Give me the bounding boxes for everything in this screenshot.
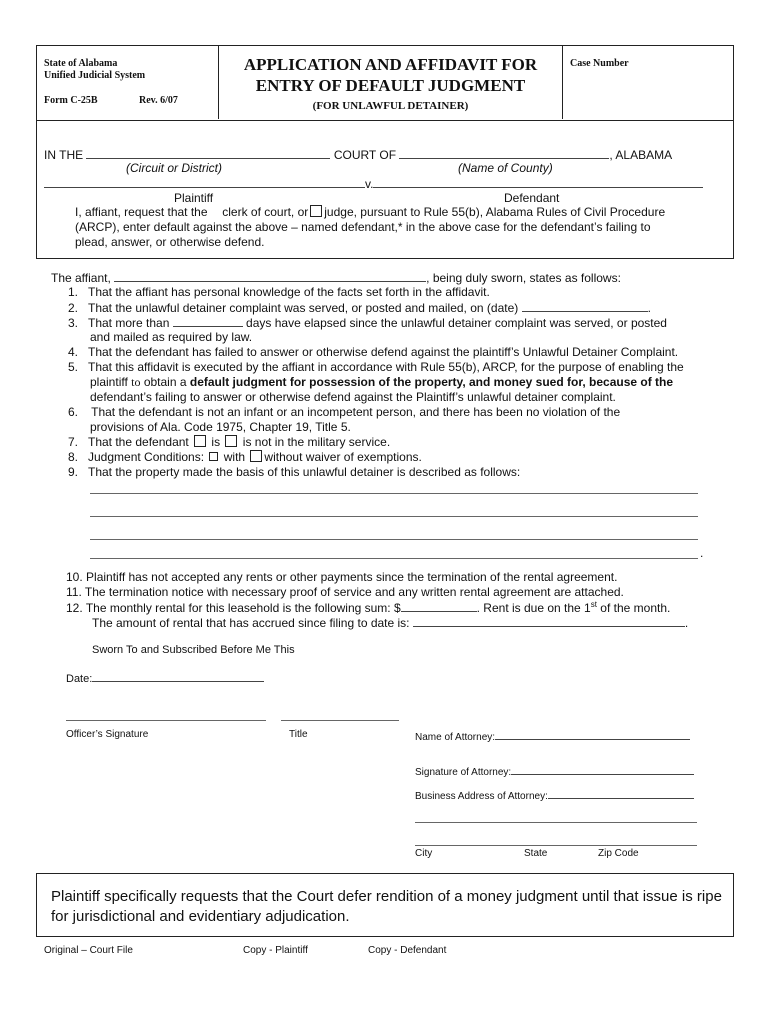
item-text: The amount of rental that has accrued since filing to date is: <box>92 616 413 630</box>
county-field[interactable] <box>399 147 609 159</box>
case-number-field[interactable] <box>564 72 730 116</box>
item-number: 1. <box>68 285 79 299</box>
is-not-military-checkbox[interactable] <box>225 435 237 447</box>
parties-line <box>44 176 703 191</box>
item-5-cont1 <box>90 375 673 390</box>
item-4 <box>68 345 678 359</box>
date-label <box>66 670 264 685</box>
property-line-4[interactable] <box>90 558 698 559</box>
footer-copy-defendant: Copy - Defendant <box>368 945 447 956</box>
notice-line1: Plaintiff specifically requests that the Court defer rendition of a money judgment until that issue is ripe <box>51 888 722 905</box>
sworn-label: Sworn To and Subscribed Before Me This <box>92 644 295 656</box>
alabama-label: , ALABAMA <box>609 148 673 162</box>
item-number: 10. <box>66 570 83 584</box>
item-12-cont: The amount of rental that has accrued since filing to date is: . <box>92 616 689 630</box>
affiant-intro-b: , being duly sworn, states as follows: <box>426 271 621 285</box>
plaintiff-field[interactable] <box>44 176 365 188</box>
address-line-2[interactable] <box>415 822 697 823</box>
item-7 <box>68 435 390 449</box>
address-line-3[interactable] <box>415 845 697 846</box>
item-number: 12. <box>66 601 83 615</box>
plaintiff-label: Plaintiff <box>174 191 214 205</box>
state-label: State of Alabama <box>44 58 118 69</box>
versus-label: v. <box>365 177 374 191</box>
item-10 <box>66 570 617 584</box>
affiant-intro <box>51 270 621 285</box>
attorney-address-label: Business Address of Attorney: <box>415 791 548 802</box>
affiant-intro-a: The affiant, <box>51 271 115 285</box>
notice-box <box>36 873 734 937</box>
item-text: Judgment Conditions: <box>88 450 208 464</box>
officer-signature-label: Officer’s Signature <box>66 729 149 740</box>
item-9 <box>68 465 520 479</box>
item-number: 4. <box>68 345 79 359</box>
item-text: plaintiff <box>90 375 132 389</box>
with-waiver-checkbox[interactable] <box>209 452 218 461</box>
affiant-name-field[interactable] <box>114 270 426 282</box>
defendant-field[interactable] <box>373 176 703 188</box>
item-text: to <box>131 375 141 389</box>
date-text: Date: <box>66 673 93 685</box>
officer-signature-line[interactable] <box>66 720 266 721</box>
page-title-line2: ENTRY OF DEFAULT JUDGMENT <box>255 76 526 95</box>
item-5-cont2: defendant’s failing to answer or otherwise defend against the Plaintiff’s unlawful detainer complaint. <box>90 390 616 404</box>
served-date-field[interactable] <box>522 300 648 312</box>
property-line-2[interactable] <box>90 516 698 517</box>
item-number: 6. <box>68 405 79 419</box>
circuit-hint: (Circuit or District) <box>126 161 222 175</box>
item-number: 2. <box>68 301 79 315</box>
notice-line2: for jurisdictional and evidentiary adjudication. <box>51 908 350 925</box>
property-line-1[interactable] <box>90 493 698 494</box>
item-text: That this affidavit is executed by the affiant in accordance with Rule 55(b), ARCP, for the purpose of enabling the <box>88 360 684 374</box>
item-number: 11. <box>66 585 82 599</box>
item-text: without waiver of exemptions. <box>264 450 422 464</box>
item-text: days have elapsed since the unlawful detainer complaint was served, or posted <box>242 316 667 330</box>
footer-copy-plaintiff: Copy - Plaintiff <box>243 945 308 956</box>
attorney-name-field[interactable] <box>495 730 690 740</box>
item-text: . Rent is due on the 1 <box>476 601 591 615</box>
item-number: 5. <box>68 360 79 374</box>
request-line2: (ARCP), enter default against the above – named defendant,* in the above case for the defendant’s failing to <box>75 220 651 234</box>
item-number: 7. <box>68 435 79 449</box>
property-line-3[interactable] <box>90 539 698 540</box>
item-text: That the property made the basis of this unlawful detainer is described as follows: <box>88 465 521 479</box>
attorney-signature-label: Signature of Attorney: <box>415 767 512 778</box>
form-number: Form C-25B <box>44 95 98 106</box>
item-text: is not in the military service. <box>239 435 391 449</box>
item-number: 9. <box>68 465 79 479</box>
page-title-line1: APPLICATION AND AFFIDAVIT FOR <box>243 55 538 74</box>
in-the-label: IN THE <box>44 148 84 162</box>
date-field[interactable] <box>92 670 264 682</box>
item-text: The monthly rental for this leasehold is the following sum: $ <box>85 601 401 615</box>
request-line1 <box>75 205 665 219</box>
item-text: is <box>208 435 224 449</box>
item-number: 8. <box>68 450 79 464</box>
item-text-bold: default judgment for possession of the property, and money sued for, because of the <box>189 375 674 389</box>
revision-label: Rev. 6/07 <box>139 95 178 106</box>
defendant-label: Defendant <box>504 191 560 205</box>
title-label: Title <box>289 729 308 740</box>
without-waiver-checkbox[interactable] <box>250 450 262 462</box>
attorney-address-field[interactable] <box>548 789 694 799</box>
item-3-cont: and mailed as required by law. <box>90 330 253 344</box>
item-text: The termination notice with necessary proof of service and any written rental agreement are attached. <box>84 585 624 599</box>
item-text: Plaintiff has not accepted any rents or other payments since the termination of the rental agreement. <box>82 570 618 584</box>
request-text-b: clerk of court, or <box>222 205 309 219</box>
item-text: with <box>220 450 249 464</box>
item-6-cont: provisions of Ala. Code 1975, Chapter 19, Title 5. <box>90 420 351 434</box>
item-8 <box>68 450 422 464</box>
item-text: That the defendant has failed to answer or otherwise defend against the plaintiff’s Unlawful Detainer Complaint. <box>88 345 679 359</box>
item-11 <box>66 585 624 599</box>
header-divider-right <box>562 45 563 119</box>
item-sup: st <box>590 600 597 609</box>
monthly-rent-field[interactable] <box>401 600 477 612</box>
item-text: That the defendant is not an infant or an incompetent person, and there has been no violation of the <box>88 405 621 419</box>
request-text-a: I, affiant, request that the <box>75 205 208 219</box>
court-line <box>44 147 672 162</box>
attorney-address-row <box>415 789 694 802</box>
court-of-label: COURT OF <box>333 148 397 162</box>
property-period: . <box>700 546 704 560</box>
item-number: 3. <box>68 316 79 330</box>
accrued-rent-field[interactable] <box>413 615 685 627</box>
state-label-sig: State <box>524 848 548 859</box>
footer-original: Original – Court File <box>44 945 133 956</box>
item-text: That the affiant has personal knowledge of the facts set forth in the affidavit. <box>88 285 490 299</box>
attorney-signature-field[interactable] <box>511 765 694 775</box>
attorney-signature-row <box>415 765 694 778</box>
request-line3: plead, answer, or otherwise defend. <box>75 235 265 249</box>
item-2: 2. That the unlawful detainer complaint was served, or posted and mailed, on (date) . <box>68 301 651 315</box>
is-military-checkbox[interactable] <box>194 435 206 447</box>
item-text: That the unlawful detainer complaint was served, or posted and mailed, on (date) <box>88 301 522 315</box>
page-subtitle: (FOR UNLAWFUL DETAINER) <box>312 100 469 112</box>
item-text: That more than <box>88 316 173 330</box>
judge-checkbox[interactable] <box>310 205 322 217</box>
item-text: of the month. <box>596 601 671 615</box>
circuit-field[interactable] <box>86 147 330 159</box>
attorney-name-row <box>415 730 690 743</box>
system-label: Unified Judicial System <box>44 70 146 81</box>
request-text-c: judge, pursuant to Rule 55(b), Alabama Rules of Civil Procedure <box>324 205 666 219</box>
item-1 <box>68 285 490 299</box>
title-line[interactable] <box>281 720 399 721</box>
item-5 <box>68 360 684 374</box>
item-text: obtain a <box>140 375 190 389</box>
item-12 <box>66 600 670 615</box>
item-text: That the defendant <box>88 435 193 449</box>
attorney-name-label: Name of Attorney: <box>415 732 496 743</box>
case-number-label: Case Number <box>570 58 629 69</box>
days-field[interactable] <box>173 315 243 327</box>
county-hint: (Name of County) <box>458 161 553 175</box>
item-6 <box>68 405 620 419</box>
zip-label: Zip Code <box>598 848 639 859</box>
city-label: City <box>415 848 433 859</box>
item-3 <box>68 315 667 330</box>
